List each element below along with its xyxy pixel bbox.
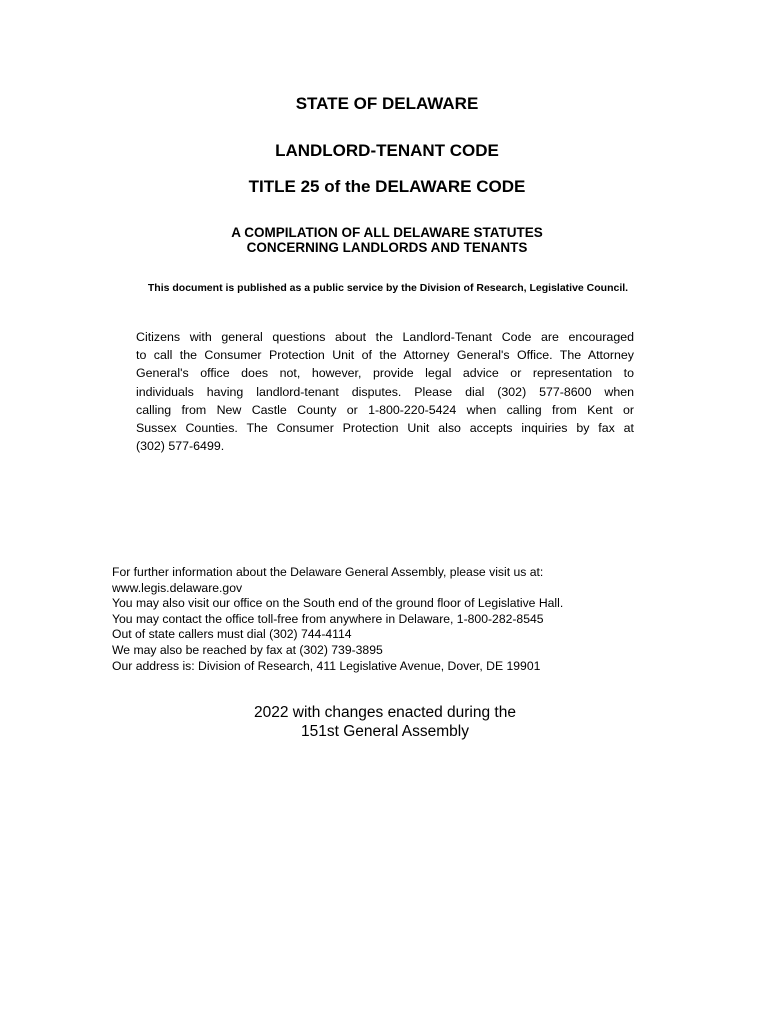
info-line: You may also visit our office on the South end of the ground floor of Legislative Hall.	[112, 596, 564, 611]
paragraph-line: to call the Consumer Protection Unit of the Attorney General's Office. The Attorney	[136, 348, 634, 363]
paragraph-line: calling from New Castle County or 1-800-220-5424 when calling from Kent or	[136, 402, 634, 417]
paragraph-line: Citizens with general questions about the Landlord-Tenant Code are encouraged	[136, 330, 634, 344]
compilation-heading	[0, 225, 770, 255]
edition-line-1: 2022 with changes enacted during the	[254, 704, 516, 721]
paragraph-line: (302) 577-6499.	[136, 439, 225, 454]
paragraph-line: individuals having landlord-tenant disputes. Please dial (302) 577-8600 when	[136, 384, 634, 399]
edition-note	[0, 704, 770, 741]
info-line: You may contact the office toll-free from anywhere in Delaware, 1-800-282-8545	[112, 611, 544, 626]
compilation-line-1: A COMPILATION OF ALL DELAWARE STATUTES	[231, 225, 543, 240]
info-line: Our address is: Division of Research, 411 Legislative Avenue, Dover, DE 19901	[112, 658, 541, 673]
info-line: Out of state callers must dial (302) 744-4114	[112, 627, 352, 642]
info-line: For further information about the Delaware General Assembly, please visit us at:	[112, 565, 544, 579]
title-heading: TITLE 25 of the DELAWARE CODE	[248, 177, 526, 196]
info-line: We may also be reached by fax at (302) 739-3895	[112, 642, 383, 657]
paragraph-line: Sussex Counties. The Consumer Protection Unit also accepts inquiries by fax at	[136, 421, 634, 436]
website-link[interactable]: www.legis.delaware.gov	[112, 580, 243, 595]
further-info-block	[112, 565, 672, 674]
published-notice: This document is published as a public service by the Division of Research, Legislative Council.	[147, 282, 629, 294]
citizens-paragraph	[136, 328, 634, 455]
compilation-line-2: CONCERNING LANDLORDS AND TENANTS	[246, 240, 528, 255]
edition-line-2: 151st General Assembly	[300, 722, 469, 740]
code-heading: LANDLORD-TENANT CODE	[275, 141, 499, 160]
state-heading: STATE OF DELAWARE	[295, 94, 479, 113]
paragraph-line: General's office does not, however, provide legal advice or representation to	[136, 366, 634, 381]
